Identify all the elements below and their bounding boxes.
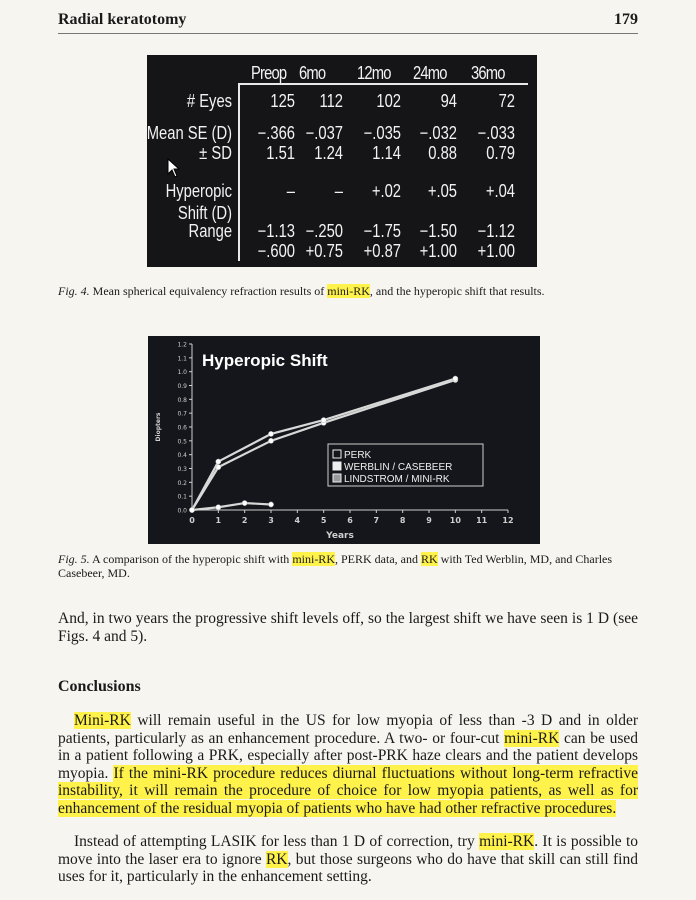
table-cell: −.037	[305, 123, 343, 143]
highlight-text: procedure reduces diurnal fluctuations without long-term refractive instability, it will remain the procedure of choice for low myopia patients, as well as for enhancement of the residual myopia of patients who have had other refractive procedures.	[58, 764, 638, 817]
fig5-caption-text: , PERK data, and	[334, 552, 421, 566]
figure-4-table	[147, 55, 537, 267]
table-column-header: Preop	[251, 63, 287, 83]
fig4-caption-highlight: mini-RK	[327, 284, 370, 298]
y-tick-label: 0.6	[177, 424, 187, 432]
legend-swatch	[333, 450, 341, 458]
data-point	[321, 417, 326, 422]
table-cell: 1.14	[372, 143, 401, 163]
fig5-caption-highlight: RK	[420, 552, 438, 566]
y-tick-label: 0.7	[177, 410, 187, 418]
table-cell: −.035	[363, 123, 401, 143]
x-tick-label: 4	[294, 516, 301, 525]
table-cell: 0.88	[428, 143, 457, 163]
table-cell: +.05	[427, 181, 457, 201]
fig4-caption-text-end: , and the hyperopic shift that results.	[369, 284, 545, 298]
fig5-caption-label: Fig. 5.	[58, 552, 90, 566]
table-cell: −1.12	[477, 221, 515, 241]
series-line-lindstrom-mini-rk	[192, 503, 271, 510]
data-point	[268, 438, 273, 443]
y-tick-label: 0.9	[177, 383, 187, 390]
table-cell: 112	[319, 91, 343, 111]
table-cell: +0.87	[363, 241, 401, 261]
table-cell: +0.75	[305, 241, 343, 261]
table-column-header: 24mo	[413, 63, 447, 83]
table-column-header: 6mo	[299, 63, 326, 83]
table-cell: −.250	[305, 221, 343, 241]
table-cell: –	[334, 181, 343, 201]
table-cell: 72	[498, 91, 515, 111]
chart-title: Hyperopic Shift	[202, 351, 328, 370]
legend-label: PERK	[344, 450, 372, 461]
paragraph-text: . It is possible to move into the laser era to ignore	[58, 833, 638, 868]
data-point	[216, 505, 221, 510]
table-cell: 1.51	[266, 143, 295, 163]
fig4-caption-text: Mean spherical equivalency refraction results of	[89, 284, 328, 298]
table-cell: 94	[440, 91, 457, 111]
y-tick-label: 0.3	[177, 466, 187, 473]
highlight-text: If the	[113, 764, 153, 782]
fig4-caption-label: Fig. 4.	[58, 284, 90, 298]
table-cell: 1.24	[314, 143, 343, 163]
table-cell: −1.50	[419, 221, 457, 241]
mouse-pointer-icon	[167, 158, 181, 183]
paragraph-lasik	[58, 833, 638, 886]
paragraph-conclusions	[58, 712, 638, 818]
table-cell: –	[286, 181, 295, 201]
table-row-label: Hyperopic	[165, 181, 232, 201]
table-cell: −.600	[257, 241, 295, 261]
y-tick-label: 0.1	[177, 493, 187, 501]
table-cell: +1.00	[477, 241, 515, 261]
y-tick-label: 1.0	[177, 369, 187, 377]
y-tick-label: 0.4	[177, 452, 187, 460]
x-tick-label: 6	[347, 516, 353, 525]
x-tick-label: 9	[426, 516, 432, 525]
data-point	[216, 459, 221, 464]
table-row-label: Mean SE (D)	[146, 123, 232, 143]
y-axis-label: Diopters	[155, 412, 162, 442]
table-cell: 0.79	[486, 143, 515, 163]
x-tick-label: 11	[476, 516, 488, 525]
hyperopic-shift-chart	[148, 336, 540, 544]
paragraph-text: Instead of attempting LASIK for less than 1 D of correction, try	[74, 833, 480, 850]
y-tick-label: 0.2	[177, 479, 187, 487]
data-point	[189, 507, 194, 512]
table-vertical-rule	[238, 83, 240, 261]
legend-label: LINDSTROM / MINI-RK	[344, 474, 450, 485]
y-tick-label: 1.2	[177, 341, 187, 349]
y-tick-label: 1.1	[177, 355, 187, 363]
highlight-text: Mini-RK	[74, 712, 131, 729]
y-tick-label: 0.0	[177, 507, 187, 515]
paragraph-shift-levels: And, in two years the progressive shift levels off, so the largest shift we have seen is 1 D (see Figs. 4 and 5).	[58, 610, 638, 645]
highlight-text: RK	[265, 850, 288, 868]
x-tick-label: 12	[502, 516, 514, 525]
table-cell: −1.75	[363, 221, 401, 241]
x-tick-label: 7	[373, 516, 380, 525]
x-tick-label: 8	[399, 516, 406, 525]
fig5-caption-text: with Ted Werblin, MD, and Charles Casebeer, MD.	[58, 552, 613, 580]
y-tick-label: 0.5	[177, 438, 187, 446]
paragraph-text: can be used in a patient following a PRK, especially after post-PRK haze clears and the patient develops myopia.	[58, 729, 638, 782]
figure-4-caption	[58, 284, 638, 298]
table-cell: +.04	[485, 181, 515, 201]
data-point	[268, 431, 273, 436]
legend-label: WERBLIN / CASEBEER	[344, 462, 453, 473]
table-cell: +1.00	[419, 241, 457, 261]
table-row-label: Shift (D)	[177, 203, 232, 223]
table-cell: −1.13	[257, 221, 295, 241]
legend-swatch	[333, 462, 341, 470]
data-point	[242, 500, 247, 505]
table-row-label: Range	[188, 221, 232, 241]
table-cell: −.032	[419, 123, 457, 143]
running-header-title: Radial keratotomy	[58, 11, 187, 28]
fig5-caption-highlight: mini-RK	[292, 552, 335, 566]
figure-5-caption	[58, 552, 638, 580]
x-axis-label: Years	[326, 531, 354, 541]
highlight-text: mini-RK	[504, 729, 560, 747]
table-column-header: 36mo	[471, 63, 505, 83]
x-tick-label: 2	[241, 516, 248, 525]
x-tick-label: 5	[320, 516, 327, 525]
table-cell: 125	[270, 91, 295, 111]
paragraph-text: , but those surgeons who do have that skill can still find uses for it, particularly in the enhancement setting.	[58, 850, 638, 886]
table-cell: −.366	[257, 123, 295, 143]
data-point	[268, 502, 273, 507]
conclusions-heading: Conclusions	[58, 678, 141, 695]
highlight-text: mini-RK	[479, 833, 535, 850]
table-row-label: # Eyes	[186, 91, 232, 111]
figure-5-chart	[148, 336, 540, 544]
table-cell: +.02	[371, 181, 401, 201]
series-line-perk	[192, 380, 455, 510]
table-cell: 102	[376, 91, 401, 111]
x-tick-label: 0	[189, 516, 195, 525]
header-rule	[58, 33, 638, 34]
table-cell: −.033	[477, 123, 515, 143]
y-tick-label: 0.8	[177, 396, 187, 404]
table-column-header: 12mo	[357, 63, 391, 83]
x-tick-label: 3	[268, 516, 274, 525]
x-tick-label: 10	[449, 516, 461, 525]
legend-swatch	[333, 474, 341, 482]
data-point	[453, 376, 458, 381]
highlight-text: mini-RK	[152, 764, 209, 782]
fig5-caption-text: A comparison of the hyperopic shift with	[89, 552, 293, 566]
page-number: 179	[614, 11, 638, 28]
table-row-label: ± SD	[199, 143, 232, 163]
paragraph-text: will remain useful in the US for low myopia of less than -3 D and in older patients, particularly as an enhancement procedure. A two- or four-cut	[58, 712, 638, 747]
x-tick-label: 1	[215, 516, 222, 525]
